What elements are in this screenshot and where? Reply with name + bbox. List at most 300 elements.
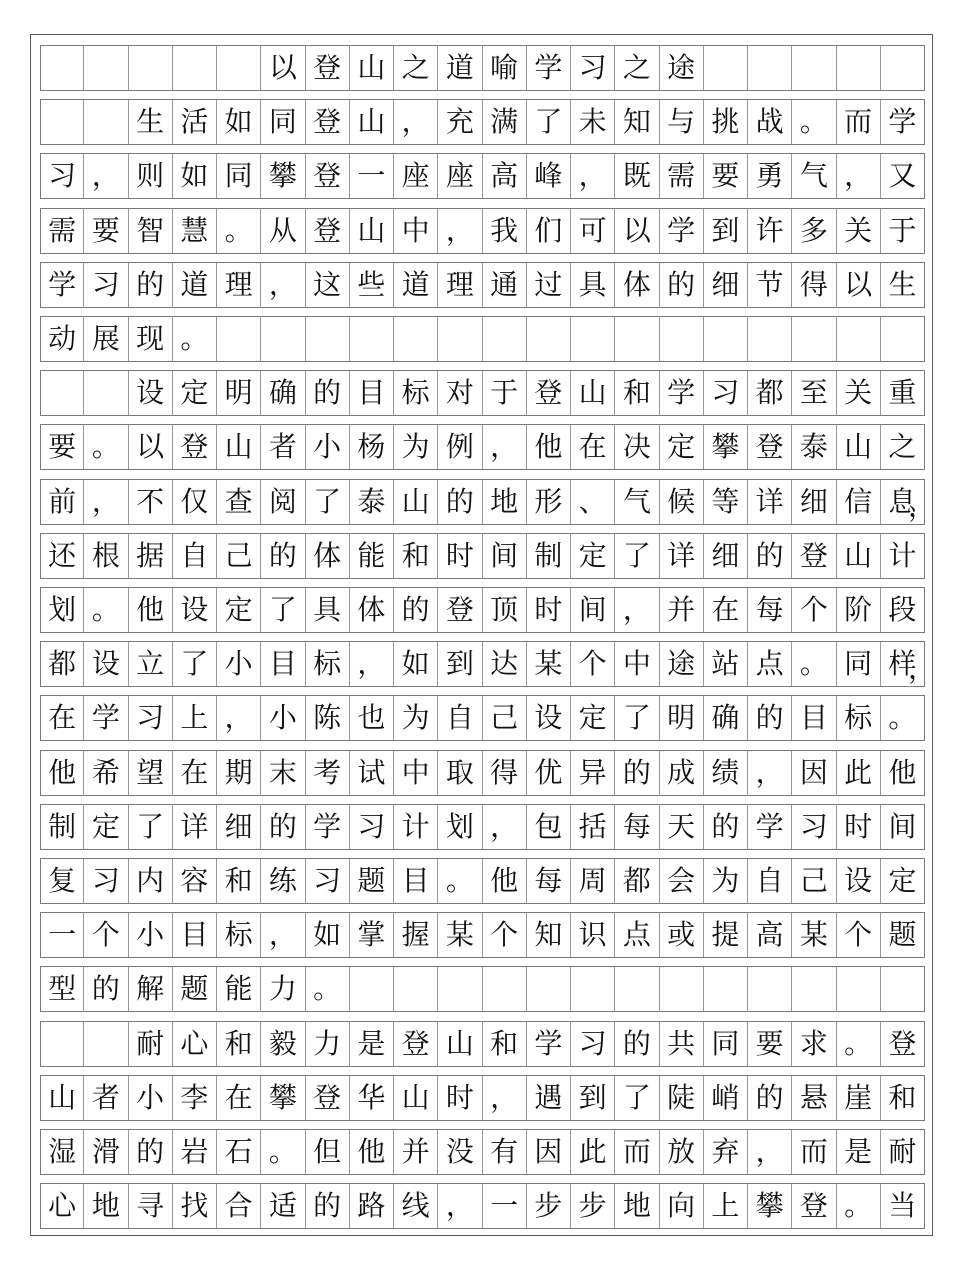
grid-cell: 悬 (792, 1076, 836, 1120)
grid-cell: 习 (84, 859, 128, 903)
grid-cell: 气 (615, 480, 659, 524)
grid-cell: 为 (394, 425, 438, 469)
grid-cell: 攀 (261, 154, 305, 198)
grid-cell: 。 (881, 696, 925, 740)
grid-cell: 而 (615, 1130, 659, 1174)
grid-cell: 时 (527, 588, 571, 632)
grid-cell (704, 967, 748, 1011)
grid-cell: 标 (394, 371, 438, 415)
grid-cell: 之 (881, 425, 925, 469)
grid-cell: 小 (217, 642, 261, 686)
grid-cell: 展 (84, 317, 128, 361)
grid-cell: 握 (394, 913, 438, 957)
grid-cell: 弃 (704, 1130, 748, 1174)
grid-cell: 绩 (704, 751, 748, 795)
grid-cell: 到 (438, 642, 482, 686)
grid-cell: 登 (306, 209, 350, 253)
grid-cell: 标 (837, 696, 881, 740)
grid-cell: 自 (438, 696, 482, 740)
grid-cell: 山 (350, 209, 394, 253)
grid-cell: ， (217, 696, 261, 740)
grid-cell: 在 (40, 696, 84, 740)
grid-cell (615, 317, 659, 361)
grid-cell: 提 (704, 913, 748, 957)
grid-cell: 者 (84, 1076, 128, 1120)
grid-cell: 他 (483, 859, 527, 903)
grid-cell: 喻 (483, 46, 527, 90)
grid-cell: 求 (792, 1022, 836, 1066)
grid-cell: 如 (217, 100, 261, 144)
grid-cell: 。 (306, 967, 350, 1011)
grid-cell: 而 (837, 100, 881, 144)
grid-cell: ， (748, 751, 792, 795)
grid-cell: 信 (837, 480, 881, 524)
grid-cell (438, 967, 482, 1011)
grid-cell (704, 317, 748, 361)
grid-cell: 向 (660, 1184, 704, 1228)
grid-cell: 挑 (704, 100, 748, 144)
grid-cell (792, 317, 836, 361)
grid-cell: 高 (748, 913, 792, 957)
grid-cell: 间 (881, 805, 925, 849)
grid-cell: 此 (837, 751, 881, 795)
grid-cell: 了 (129, 805, 173, 849)
grid-cell: 。 (84, 588, 128, 632)
grid-cell: 但 (306, 1130, 350, 1174)
grid-cell: 石 (217, 1130, 261, 1174)
grid-cell: 并 (660, 588, 704, 632)
grid-cell: 息 (881, 480, 925, 524)
grid-cell: 。 (792, 100, 836, 144)
grid-row (40, 1021, 925, 1067)
grid-cell (217, 46, 261, 90)
grid-cell: 优 (527, 751, 571, 795)
grid-cell: 登 (792, 534, 836, 578)
grid-cell: 关 (837, 209, 881, 253)
grid-cell: 心 (173, 1022, 217, 1066)
grid-cell: ， (394, 100, 438, 144)
grid-row (40, 533, 925, 579)
grid-cell: 题 (173, 967, 217, 1011)
grid-cell (350, 317, 394, 361)
grid-cell: 的 (748, 696, 792, 740)
grid-row (40, 370, 925, 416)
grid-cell: 。 (837, 1022, 881, 1066)
grid-cell: 仅 (173, 480, 217, 524)
grid-cell: 和 (881, 1076, 925, 1120)
grid-cell: 这 (306, 263, 350, 307)
grid-cell: 站 (704, 642, 748, 686)
grid-cell: 以 (261, 46, 305, 90)
grid-cell: 定 (660, 425, 704, 469)
grid-cell: 于 (881, 209, 925, 253)
grid-cell: 满 (483, 100, 527, 144)
grid-cell: 途 (660, 46, 704, 90)
grid-cell: 滑 (84, 1130, 128, 1174)
grid-cell (438, 317, 482, 361)
grid-cell: 型 (40, 967, 84, 1011)
grid-cell: 阶 (837, 588, 881, 632)
grid-cell: 没 (438, 1130, 482, 1174)
grid-cell: 定 (217, 588, 261, 632)
grid-cell: 要 (748, 1022, 792, 1066)
grid-cell: 段 (881, 588, 925, 632)
grid-cell: 步 (527, 1184, 571, 1228)
grid-cell: 在 (571, 425, 615, 469)
grid-cell: 则 (129, 154, 173, 198)
grid-cell: 了 (615, 1076, 659, 1120)
grid-cell: 适 (261, 1184, 305, 1228)
grid-cell (84, 371, 128, 415)
grid-cell: 和 (483, 1022, 527, 1066)
grid-cell: 标 (217, 913, 261, 957)
grid-cell (394, 967, 438, 1011)
grid-cell (40, 371, 84, 415)
grid-cell: 习 (350, 805, 394, 849)
grid-cell (837, 46, 881, 90)
grid-cell: 的 (615, 751, 659, 795)
grid-cell: 者 (261, 425, 305, 469)
grid-cell: 明 (217, 371, 261, 415)
grid-cell: 未 (571, 100, 615, 144)
grid-cell: 到 (571, 1076, 615, 1120)
grid-cell: 题 (881, 913, 925, 957)
grid-row (40, 45, 925, 91)
grid-cell: 小 (306, 425, 350, 469)
grid-cell: 会 (660, 859, 704, 903)
grid-cell: 习 (306, 859, 350, 903)
grid-cell: 细 (704, 534, 748, 578)
grid-cell (483, 317, 527, 361)
grid-cell: 己 (217, 534, 261, 578)
grid-cell: ， (438, 1184, 482, 1228)
grid-cell: 的 (306, 1184, 350, 1228)
grid-cell: 而 (792, 1130, 836, 1174)
grid-cell: 每 (527, 859, 571, 903)
grid-cell: 定 (571, 534, 615, 578)
grid-cell: 中 (394, 209, 438, 253)
grid-cell: 地 (84, 1184, 128, 1228)
grid-cell (350, 967, 394, 1011)
grid-cell: 同 (837, 642, 881, 686)
grid-cell: 的 (261, 534, 305, 578)
grid-cell: 泰 (350, 480, 394, 524)
grid-cell: 体 (615, 263, 659, 307)
grid-cell: 题 (350, 859, 394, 903)
grid-cell: 些 (350, 263, 394, 307)
grid-row (40, 316, 925, 362)
grid-cell: 登 (306, 100, 350, 144)
grid-cell: 设 (527, 696, 571, 740)
grid-cell (527, 967, 571, 1011)
grid-cell: 详 (748, 480, 792, 524)
grid-cell: 达 (483, 642, 527, 686)
grid-cell: 慧 (173, 209, 217, 253)
grid-cell: 的 (438, 480, 482, 524)
grid-cell: 通 (483, 263, 527, 307)
grid-cell: 学 (306, 805, 350, 849)
grid-cell: 道 (394, 263, 438, 307)
grid-cell: 他 (527, 425, 571, 469)
grid-cell: 具 (571, 263, 615, 307)
grid-cell: 的 (261, 805, 305, 849)
grid-cell: 关 (837, 371, 881, 415)
grid-cell: 于 (483, 371, 527, 415)
grid-cell: 登 (306, 1076, 350, 1120)
grid-row (40, 208, 925, 254)
grid-cell: 山 (438, 1022, 482, 1066)
grid-cell: 对 (438, 371, 482, 415)
grid-cell: 体 (306, 534, 350, 578)
grid-cell: 泰 (792, 425, 836, 469)
grid-cell: 习 (704, 371, 748, 415)
grid-cell: 以 (837, 263, 881, 307)
grid-cell: 学 (527, 1022, 571, 1066)
grid-cell: 个 (792, 588, 836, 632)
grid-cell (84, 1022, 128, 1066)
grid-cell: 攀 (261, 1076, 305, 1120)
grid-row (40, 1129, 925, 1175)
grid-cell: 山 (217, 425, 261, 469)
grid-cell: 同 (704, 1022, 748, 1066)
grid-cell: 地 (483, 480, 527, 524)
grid-cell (837, 967, 881, 1011)
grid-cell: 战 (748, 100, 792, 144)
grid-cell: 以 (615, 209, 659, 253)
grid-cell (881, 967, 925, 1011)
grid-cell: 成 (660, 751, 704, 795)
grid-cell (394, 317, 438, 361)
grid-cell: 和 (615, 371, 659, 415)
grid-cell: 此 (571, 1130, 615, 1174)
grid-cell: 一 (350, 154, 394, 198)
grid-cell: 据 (129, 534, 173, 578)
grid-cell: 的 (129, 1130, 173, 1174)
grid-cell: 划 (40, 588, 84, 632)
grid-cell: 力 (306, 1022, 350, 1066)
grid-cell: 的 (129, 263, 173, 307)
overflow-comma: ， (907, 489, 936, 523)
grid-cell: 勇 (748, 154, 792, 198)
grid-cell: 详 (173, 805, 217, 849)
grid-cell: 目 (173, 913, 217, 957)
grid-cell: 地 (615, 1184, 659, 1228)
grid-cell: 杨 (350, 425, 394, 469)
grid-cell: 制 (40, 805, 84, 849)
grid-cell: 期 (217, 751, 261, 795)
grid-row (40, 1183, 925, 1229)
grid-cell: 查 (217, 480, 261, 524)
grid-cell: 括 (571, 805, 615, 849)
grid-cell: 为 (704, 859, 748, 903)
grid-cell: 在 (217, 1076, 261, 1120)
grid-cell: ， (837, 154, 881, 198)
grid-cell: 山 (350, 100, 394, 144)
grid-cell (40, 1022, 84, 1066)
grid-cell: 形 (527, 480, 571, 524)
grid-cell: 计 (881, 534, 925, 578)
grid-cell: 上 (173, 696, 217, 740)
grid-cell: 得 (792, 263, 836, 307)
grid-cell: ， (84, 154, 128, 198)
grid-cell: 至 (792, 371, 836, 415)
grid-cell: 等 (704, 480, 748, 524)
grid-cell (704, 46, 748, 90)
grid-cell: 因 (792, 751, 836, 795)
grid-cell: 己 (483, 696, 527, 740)
grid-cell (483, 967, 527, 1011)
grid-cell: 习 (129, 696, 173, 740)
grid-cell: 的 (394, 588, 438, 632)
grid-cell: 他 (129, 588, 173, 632)
grid-cell: 找 (173, 1184, 217, 1228)
grid-cell: ， (483, 1076, 527, 1120)
grid-cell: 知 (527, 913, 571, 957)
grid-cell (748, 317, 792, 361)
grid-cell: ， (571, 154, 615, 198)
grid-cell (881, 46, 925, 90)
grid-cell (40, 100, 84, 144)
grid-cell: 考 (306, 751, 350, 795)
grid-cell: 希 (84, 751, 128, 795)
grid-cell: 末 (261, 751, 305, 795)
grid-cell: 崖 (837, 1076, 881, 1120)
grid-cell: 。 (792, 642, 836, 686)
grid-cell (748, 967, 792, 1011)
grid-cell: 了 (527, 100, 571, 144)
grid-cell (660, 967, 704, 1011)
grid-cell (40, 46, 84, 90)
grid-cell: 自 (748, 859, 792, 903)
grid-cell: 峰 (527, 154, 571, 198)
grid-cell: 异 (571, 751, 615, 795)
grid-cell: 时 (438, 1076, 482, 1120)
grid-cell: 决 (615, 425, 659, 469)
grid-cell: 不 (129, 480, 173, 524)
grid-cell: 中 (615, 642, 659, 686)
grid-cell: 遇 (527, 1076, 571, 1120)
grid-cell: 陡 (660, 1076, 704, 1120)
grid-cell: 内 (129, 859, 173, 903)
grid-cell: 可 (571, 209, 615, 253)
grid-cell: 要 (84, 209, 128, 253)
grid-cell: 设 (837, 859, 881, 903)
grid-cell: 学 (84, 696, 128, 740)
grid-cell: 山 (837, 425, 881, 469)
grid-cell: 线 (394, 1184, 438, 1228)
grid-cell: 了 (306, 480, 350, 524)
grid-cell: 每 (748, 588, 792, 632)
grid-cell: 座 (394, 154, 438, 198)
grid-cell: 周 (571, 859, 615, 903)
grid-cell: 细 (792, 480, 836, 524)
grid-cell: 学 (527, 46, 571, 90)
grid-cell: 某 (438, 913, 482, 957)
grid-cell: 取 (438, 751, 482, 795)
grid-cell: 都 (748, 371, 792, 415)
grid-row (40, 262, 925, 308)
grid-cell: 容 (173, 859, 217, 903)
grid-cell: 每 (615, 805, 659, 849)
grid-cell: 要 (40, 425, 84, 469)
grid-cell: 需 (40, 209, 84, 253)
grid-cell: 确 (261, 371, 305, 415)
grid-cell: 登 (438, 588, 482, 632)
grid-cell: 一 (40, 913, 84, 957)
grid-cell: 生 (129, 100, 173, 144)
grid-cell: 登 (394, 1022, 438, 1066)
grid-cell: 时 (438, 534, 482, 578)
grid-cell: 习 (792, 805, 836, 849)
grid-row (40, 966, 925, 1012)
grid-cell: 山 (571, 371, 615, 415)
grid-cell (837, 317, 881, 361)
grid-cell (792, 46, 836, 90)
grid-cell: 设 (173, 588, 217, 632)
grid-cell: 的 (660, 263, 704, 307)
grid-cell: 某 (792, 913, 836, 957)
grid-cell: 前 (40, 480, 84, 524)
grid-cell: 重 (881, 371, 925, 415)
grid-row (40, 99, 925, 145)
grid-cell: 登 (881, 1022, 925, 1066)
grid-cell: 他 (350, 1130, 394, 1174)
grid-cell: 登 (173, 425, 217, 469)
grid-cell: 的 (306, 371, 350, 415)
grid-cell: 。 (217, 209, 261, 253)
grid-cell: 上 (704, 1184, 748, 1228)
grid-cell: 制 (527, 534, 571, 578)
grid-cell: 在 (704, 588, 748, 632)
grid-cell (261, 317, 305, 361)
grid-cell: 一 (483, 1184, 527, 1228)
grid-cell: 以 (129, 425, 173, 469)
grid-cell: 样 (881, 642, 925, 686)
grid-cell (615, 967, 659, 1011)
grid-cell: 山 (394, 1076, 438, 1120)
grid-cell: 并 (394, 1130, 438, 1174)
grid-cell: 过 (527, 263, 571, 307)
grid-cell: 能 (350, 534, 394, 578)
grid-cell: 毅 (261, 1022, 305, 1066)
grid-cell: 湿 (40, 1130, 84, 1174)
grid-cell: 习 (571, 1022, 615, 1066)
grid-cell: 点 (748, 642, 792, 686)
grid-cell: 又 (881, 154, 925, 198)
grid-cell: 顶 (483, 588, 527, 632)
overflow-comma: ， (907, 652, 936, 686)
grid-cell: 峭 (704, 1076, 748, 1120)
grid-cell: 目 (394, 859, 438, 903)
grid-cell: 合 (217, 1184, 261, 1228)
grid-cell: 力 (261, 967, 305, 1011)
grid-cell: 攀 (704, 425, 748, 469)
grid-cell: 耐 (881, 1130, 925, 1174)
grid-cell: 理 (438, 263, 482, 307)
grid-cell: 途 (660, 642, 704, 686)
grid-row (40, 858, 925, 904)
grid-cell: 试 (350, 751, 394, 795)
grid-cell: 学 (748, 805, 792, 849)
grid-cell (660, 317, 704, 361)
grid-cell: 都 (615, 859, 659, 903)
grid-cell: 解 (129, 967, 173, 1011)
grid-cell: 个 (483, 913, 527, 957)
grid-cell: 在 (173, 751, 217, 795)
grid-cell: 登 (527, 371, 571, 415)
grid-cell: 己 (792, 859, 836, 903)
grid-cell: 许 (748, 209, 792, 253)
